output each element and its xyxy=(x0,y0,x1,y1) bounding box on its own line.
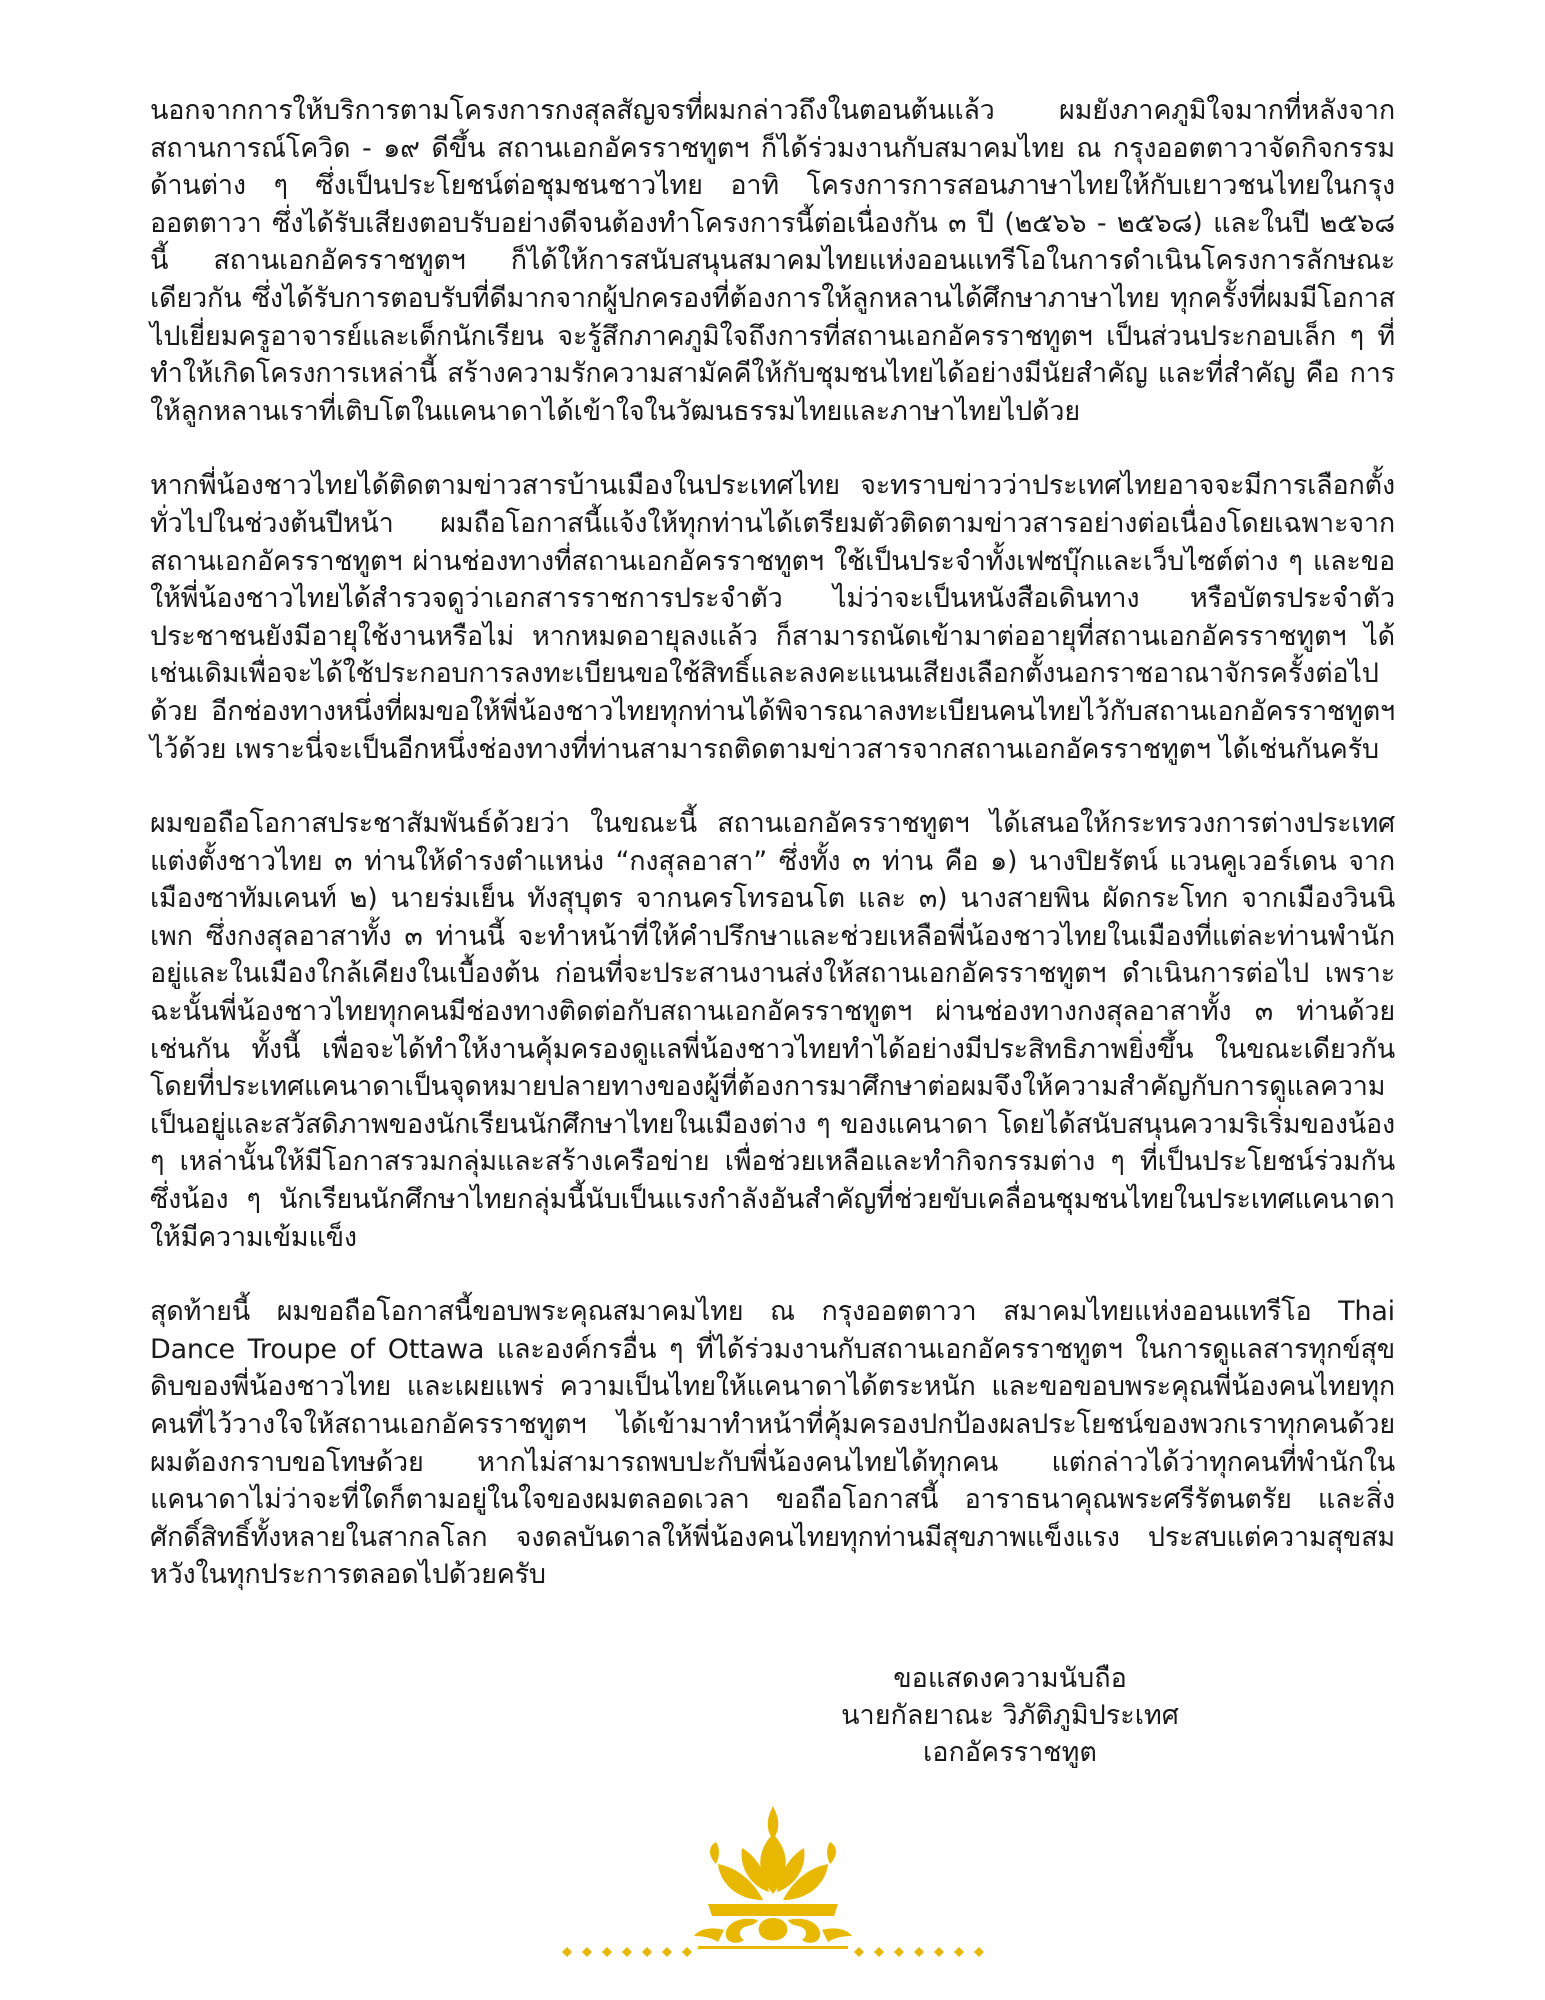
signature-name: นายกัลยาณะ วิภัติภูมิประเทศ xyxy=(841,1700,1179,1731)
paragraph-election-preparation: หากพี่น้องชาวไทยได้ติดตามข่าวสารบ้านเมืองในประเทศไทย จะทราบข่าวว่าประเทศไทยอาจจะมีการเลือกตั้งทั่วไปในช่วงต้นปีหน้า ผมถือโอกาสนี้แจ้งให้ทุกท่านได้เตรียมตัวติดตามข่าวสารอย่างต่อเนื่องโดยเฉพาะจากสถานเอกอัครราชทูตฯ ผ่านช่องทางที่สถานเอกอัครราชทูตฯ ใช้เป็นประจำทั้งเฟซบุ๊กและเว็บไซต์ต่าง ๆ และขอให้พี่น้องชาวไทยได้สำรวจดูว่าเอกสารราชการประจำตัว ไม่ว่าจะเป็นหนังสือเดินทาง หรือบัตรประจำตัวประชาชนยังมีอายุใช้งานหรือไม่ หากหมดอายุลงแล้ว ก็สามารถนัดเข้ามาต่ออายุที่สถานเอกอัครราชทูตฯ ได้เช่นเดิมเพื่อจะได้ใช้ประกอบการลงทะเบียนขอใช้สิทธิ์และลงคะแนนเสียงเลือกตั้งนอกราชอาณาจักรครั้งต่อไปด้วย อีกช่องทางหนึ่งที่ผมขอให้พี่น้องชาวไทยทุกท่านได้พิจารณาลงทะเบียนคนไทยไว้กับสถานเอกอัครราชทูตฯ ไว้ด้วย เพราะนี่จะเป็นอีกหนึ่งช่องทางที่ท่านสามารถติดตามข่าวสารจากสถานเอกอัครราชทูตฯ ได้เช่นกันครับ xyxy=(150,470,1395,765)
signature-position: เอกอัครราชทูต xyxy=(923,1737,1097,1768)
paragraph-consular-and-community-projects: นอกจากการให้บริการตามโครงการกงสุลสัญจรที่ผมกล่าวถึงในตอนต้นแล้ว ผมยังภาคภูมิใจมากที่หลังจากสถานการณ์โควิด - ๑๙ ดีขึ้น สถานเอกอัครราชทูตฯ ก็ได้ร่วมงานกับสมาคมไทย ณ กรุงออตตาวาจัดกิจกรรมด้านต่าง ๆ ซึ่งเป็นประโยชน์ต่อชุมชนชาวไทย อาทิ โครงการการสอนภาษาไทยให้กับเยาวชนไทยในกรุงออตตาวา ซึ่งได้รับเสียงตอบรับอย่างดีจนต้องทำโครงการนี้ต่อเนื่องกัน ๓ ปี (๒๕๖๖ - ๒๕๖๘) และในปี ๒๕๖๘ นี้ สถานเอกอัครราชทูตฯ ก็ได้ให้การสนับสนุนสมาคมไทยแห่งออนแทรีโอในการดำเนินโครงการลักษณะเดียวกัน ซึ่งได้รับการตอบรับที่ดีมากจากผู้ปกครองที่ต้องการให้ลูกหลานได้ศึกษาภาษาไทย ทุกครั้งที่ผมมีโอกาสไปเยี่ยมครูอาจารย์และเด็กนักเรียน จะรู้สึกภาคภูมิใจถึงการที่สถานเอกอัครราชทูตฯ เป็นส่วนประกอบเล็ก ๆ ที่ทำให้เกิดโครงการเหล่านี้ สร้างความรักความสามัคคีให้กับชุมชนไทยได้อย่างมีนัยสำคัญ และที่สำคัญ คือ การให้ลูกหลานเราที่เติบโตในแคนาดาได้เข้าใจในวัฒนธรรมไทยและภาษาไทยไปด้วย xyxy=(150,95,1395,427)
paragraph-closing-thanks: สุดท้ายนี้ ผมขอถือโอกาสนี้ขอบพระคุณสมาคมไทย ณ กรุงออตตาวา สมาคมไทยแห่งออนแทรีโอ Thai Dance Troupe of Ottawa และองค์กรอื่น ๆ ที่ได้ร่วมงานกับสถานเอกอัครราชทูตฯ ในการดูแลสารทุกข์สุขดิบของพี่น้องชาวไทย และเผยแพร่ ความเป็นไทยให้แคนาดาได้ตระหนัก และขอขอบพระคุณพี่น้องคนไทยทุกคนที่ไว้วางใจให้สถานเอกอัครราชทูตฯ ได้เข้ามาทำหน้าที่คุ้มครองปกป้องผลประโยชน์ของพวกเราทุกคนด้วย ผมต้องกราบขอโทษด้วย หากไม่สามารถพบปะกับพี่น้องคนไทยได้ทุกคน แต่กล่าวได้ว่าทุกคนที่พำนักในแคนาดาไม่ว่าจะที่ใดก็ตามอยู่ในใจของผมตลอดเวลา ขอถือโอกาสนี้ อาราธนาคุณพระศรีรัตนตรัย และสิ่งศักดิ์สิทธิ์ทั้งหลายในสากลโลก จงดลบันดาลให้พี่น้องคนไทยทุกท่านมีสุขภาพแข็งแรง ประสบแต่ความสุขสมหวังในทุกประการตลอดไปด้วยครับ xyxy=(150,1296,1395,1591)
signature-block xyxy=(810,1660,1210,1771)
thai-floral-ornament-icon xyxy=(548,1800,998,1980)
signature-closing: ขอแสดงความนับถือ xyxy=(893,1663,1127,1694)
letter-body xyxy=(150,92,1395,1594)
paragraph-volunteer-consuls: ผมขอถือโอกาสประชาสัมพันธ์ด้วยว่า ในขณะนี้ สถานเอกอัครราชทูตฯ ได้เสนอให้กระทรวงการต่างประเทศแต่งตั้งชาวไทย ๓ ท่านให้ดำรงตำแหน่ง “กงสุลอาสา” ซึ่งทั้ง ๓ ท่าน คือ ๑) นางปิยรัตน์ แวนคูเวอร์เดน จากเมืองซาทัมเคนท์ ๒) นายร่มเย็น ทังสุบุตร จากนครโทรอนโต และ ๓) นางสายพิน ผัดกระโทก จากเมืองวินนิเพก ซึ่งกงสุลอาสาทั้ง ๓ ท่านนี้ จะทำหน้าที่ให้คำปรึกษาและช่วยเหลือพี่น้องชาวไทยในเมืองที่แต่ละท่านพำนักอยู่และในเมืองใกล้เคียงในเบื้องต้น ก่อนที่จะประสานงานส่งให้สถานเอกอัครราชทูตฯ ดำเนินการต่อไป เพราะฉะนั้นพี่น้องชาวไทยทุกคนมีช่องทางติดต่อกับสถานเอกอัครราชทูตฯ ผ่านช่องทางกงสุลอาสาทั้ง ๓ ท่านด้วยเช่นกัน ทั้งนี้ เพื่อจะได้ทำให้งานคุ้มครองดูแลพี่น้องชาวไทยทำได้อย่างมีประสิทธิภาพยิ่งขึ้น ในขณะเดียวกัน โดยที่ประเทศแคนาดาเป็นจุดหมายปลายทางของผู้ที่ต้องการมาศึกษาต่อผมจึงให้ความสำคัญกับการดูแลความเป็นอยู่และสวัสดิภาพของนักเรียนนักศึกษาไทยในเมืองต่าง ๆ ของแคนาดา โดยได้สนับสนุนความริเริ่มของน้อง ๆ เหล่านั้นให้มีโอกาสรวมกลุ่มและสร้างเครือข่าย เพื่อช่วยเหลือและทำกิจกรรมต่าง ๆ ที่เป็นประโยชน์ร่วมกัน ซึ่งน้อง ๆ นักเรียนนักศึกษาไทยกลุ่มนี้นับเป็นแรงกำลังอันสำคัญที่ช่วยขับเคลื่อนชุมชนไทยในประเทศแคนาดาให้มีความเข้มแข็ง xyxy=(150,808,1395,1253)
